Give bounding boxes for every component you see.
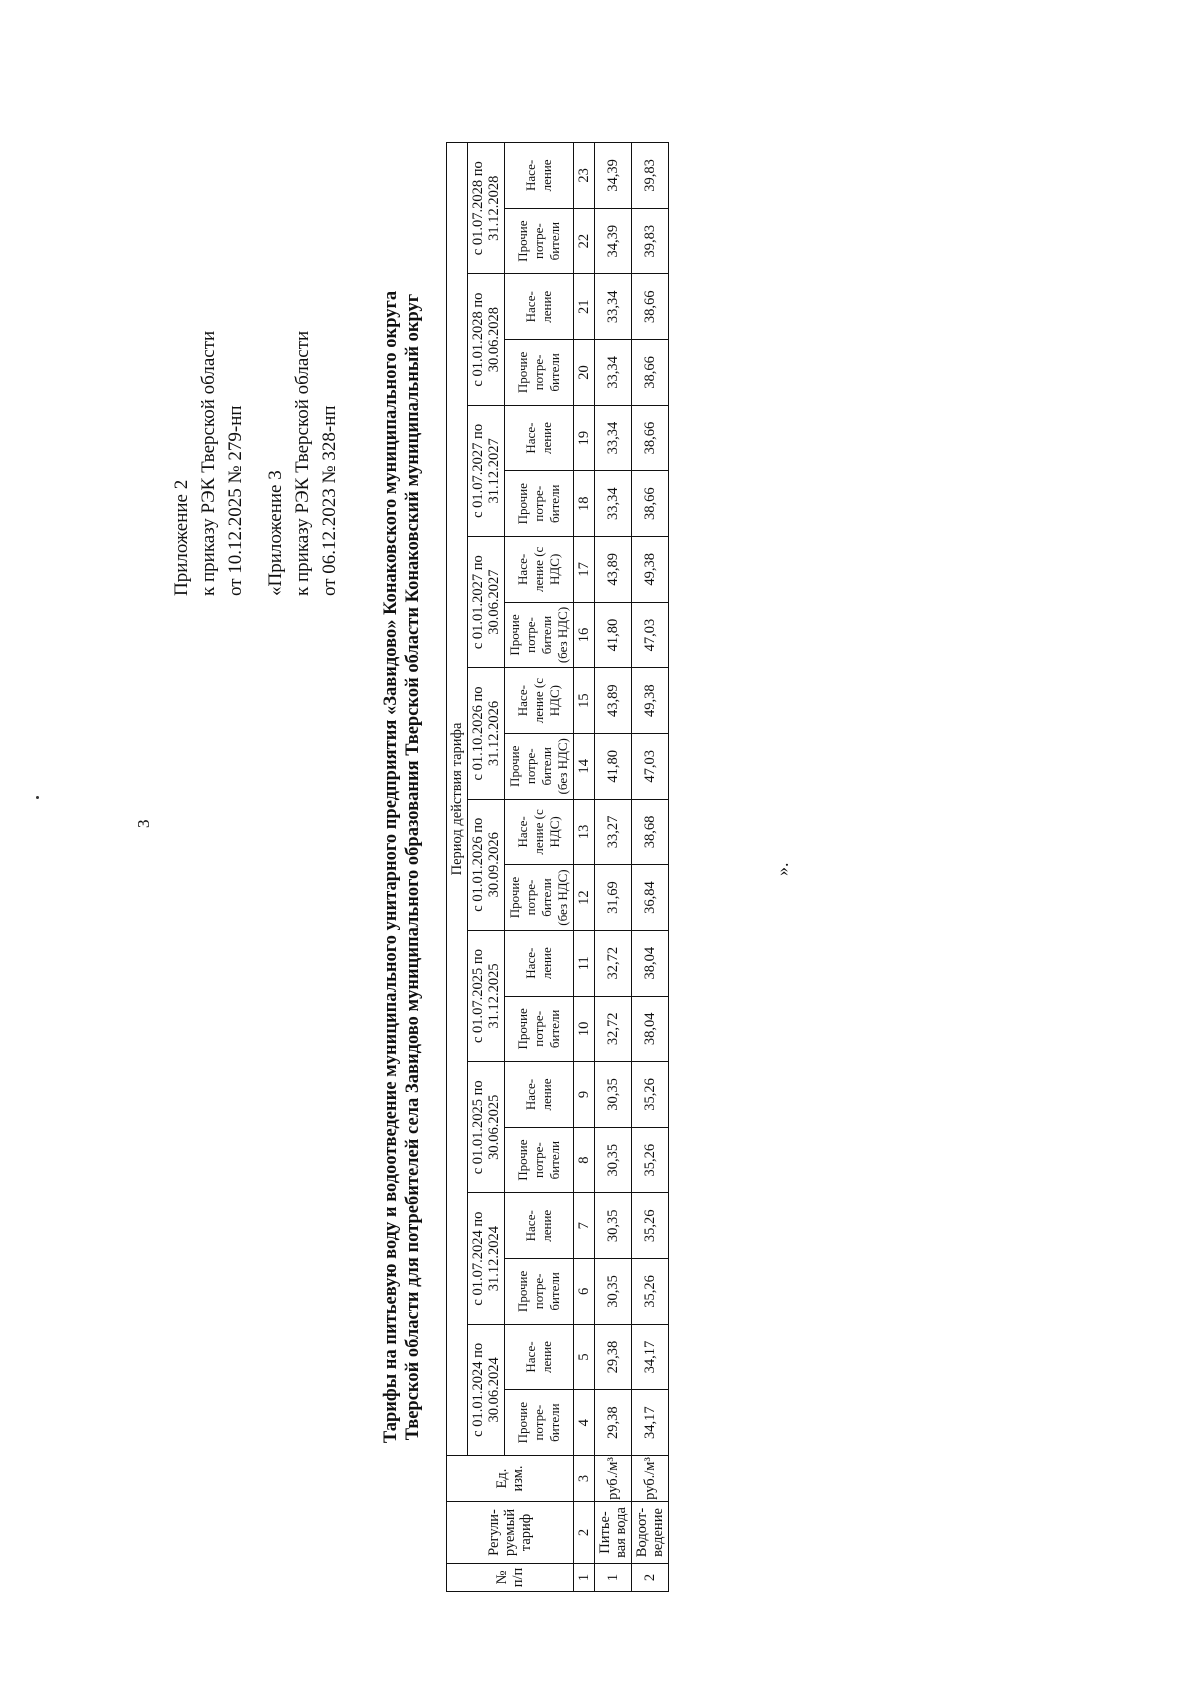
column-number-cell: 21 — [574, 274, 595, 340]
column-number-cell: 1 — [574, 1564, 595, 1592]
scan-speck — [36, 796, 39, 799]
column-number-cell: 4 — [574, 1390, 595, 1456]
consumer-group-cell: Насе- ление — [505, 274, 574, 340]
consumer-group-cell: Прочие потре- бители — [505, 340, 574, 406]
tariff-value-cell: 38,66 — [632, 405, 669, 471]
tariff-value-cell: 43,89 — [595, 537, 632, 603]
appendix-prev-line3: от 06.12.2023 № 328-нп — [319, 405, 340, 596]
tariff-value-cell: 33,34 — [595, 405, 632, 471]
tariff-value-cell: 35,26 — [632, 1259, 669, 1325]
tariff-name-cell: Питье- вая вода — [595, 1502, 632, 1564]
title-line1: Тарифы на питьевую воду и водоотведение муниципального унитарного предприятия «Завидово» Конаковского муниципального округа — [381, 290, 401, 1444]
tariff-value-cell: 32,72 — [595, 930, 632, 996]
column-number-cell: 18 — [574, 471, 595, 537]
row-number-cell: 1 — [595, 1564, 632, 1592]
period-cell: с 01.01.2024 по 30.06.2024 — [468, 1324, 505, 1455]
tariff-value-cell: 33,27 — [595, 799, 632, 865]
tariff-value-cell: 41,80 — [595, 733, 632, 799]
tariff-value-cell: 38,68 — [632, 799, 669, 865]
column-number-cell: 7 — [574, 1193, 595, 1259]
consumer-group-cell: Прочие потре- бители — [505, 1259, 574, 1325]
consumer-group-cell: Прочие потре- бители (без НДС) — [505, 733, 574, 799]
tariff-value-cell: 38,04 — [632, 996, 669, 1062]
period-cell: с 01.01.2028 по 30.06.2028 — [468, 274, 505, 405]
appendix-current-line1: Приложение 2 — [171, 479, 192, 596]
consumer-group-cell: Насе- ление — [505, 1324, 574, 1390]
tariff-value-cell: 30,35 — [595, 1193, 632, 1259]
document-title — [380, 142, 424, 1592]
period-cell: с 01.07.2025 по 31.12.2025 — [468, 930, 505, 1061]
consumer-group-cell: Прочие потре- бители (без НДС) — [505, 602, 574, 668]
tariff-value-cell: 38,66 — [632, 274, 669, 340]
column-number-cell: 2 — [574, 1502, 595, 1564]
consumer-group-cell: Прочие потре- бители — [505, 996, 574, 1062]
period-cell: с 01.07.2027 по 31.12.2027 — [468, 405, 505, 536]
tariff-value-cell: 47,03 — [632, 602, 669, 668]
appendix-current — [168, 331, 249, 596]
consumer-group-cell: Прочие потре- бители — [505, 208, 574, 274]
tariff-value-cell: 34,39 — [595, 208, 632, 274]
consumer-group-cell: Прочие потре- бители — [505, 1127, 574, 1193]
tariff-value-cell: 30,35 — [595, 1127, 632, 1193]
tariff-value-cell: 49,38 — [632, 537, 669, 603]
tariff-table — [446, 142, 669, 1592]
tariff-value-cell: 41,80 — [595, 602, 632, 668]
row-number-cell: 2 — [632, 1564, 669, 1592]
col-unit-header: Ед. изм. — [447, 1456, 574, 1502]
tariff-table-body — [595, 143, 669, 1592]
column-number-cell: 8 — [574, 1127, 595, 1193]
period-cell: с 01.01.2026 по 30.09.2026 — [468, 799, 505, 930]
tariff-value-cell: 39,83 — [632, 208, 669, 274]
column-number-cell: 14 — [574, 733, 595, 799]
tariff-name-cell: Водоот- ведение — [632, 1502, 669, 1564]
tariff-value-cell: 35,26 — [632, 1127, 669, 1193]
appendix-prev-line1: «Приложение 3 — [265, 470, 286, 596]
table-row — [632, 143, 669, 1592]
appendix-prev-line2: к приказу РЭК Тверской области — [292, 330, 313, 596]
tariff-value-cell: 31,69 — [595, 865, 632, 931]
tariff-value-cell: 32,72 — [595, 996, 632, 1062]
tariff-value-cell: 34,39 — [595, 143, 632, 209]
title-line2: Тверской области для потребителей села Завидово муниципального образования Тверской области Конаковский муниципальный округ — [403, 293, 423, 1441]
consumer-group-cell: Насе- ление — [505, 1193, 574, 1259]
column-number-cell: 9 — [574, 1062, 595, 1128]
col-num-header: № п/п — [447, 1564, 574, 1592]
tariff-value-cell: 38,66 — [632, 340, 669, 406]
tariff-value-cell: 38,66 — [632, 471, 669, 537]
column-number-cell: 13 — [574, 799, 595, 865]
tariff-value-cell: 30,35 — [595, 1062, 632, 1128]
column-number-cell: 22 — [574, 208, 595, 274]
tariff-value-cell: 34,17 — [632, 1324, 669, 1390]
unit-cell: руб./м³ — [595, 1456, 632, 1502]
period-cell: с 01.10.2026 по 31.12.2026 — [468, 668, 505, 799]
tariff-value-cell: 47,03 — [632, 733, 669, 799]
tariff-value-cell: 43,89 — [595, 668, 632, 734]
consumer-group-cell: Насе- ление — [505, 405, 574, 471]
unit-cell: руб./м³ — [632, 1456, 669, 1502]
column-number-cell: 11 — [574, 930, 595, 996]
column-number-cell: 5 — [574, 1324, 595, 1390]
period-cell: с 01.01.2025 по 30.06.2025 — [468, 1062, 505, 1193]
consumer-group-cell: Прочие потре- бители (без НДС) — [505, 865, 574, 931]
tariff-value-cell: 38,04 — [632, 930, 669, 996]
appendix-previous — [262, 331, 343, 596]
tariff-value-cell: 49,38 — [632, 668, 669, 734]
tariff-value-cell: 29,38 — [595, 1390, 632, 1456]
tariff-value-cell: 33,34 — [595, 471, 632, 537]
col-tariff-header: Регули- руемый тариф — [447, 1502, 574, 1564]
header-row-consumers — [505, 143, 574, 1592]
tariff-value-cell: 34,17 — [632, 1390, 669, 1456]
closing-quote: ». — [772, 862, 792, 876]
consumer-group-cell: Насе- ление — [505, 1062, 574, 1128]
consumer-group-cell: Насе- ление (с НДС) — [505, 668, 574, 734]
header-row-periods — [468, 143, 505, 1592]
consumer-group-cell: Насе- ление (с НДС) — [505, 799, 574, 865]
column-number-cell: 12 — [574, 865, 595, 931]
period-cell: с 01.07.2028 по 31.12.2028 — [468, 143, 505, 274]
tariff-value-cell: 35,26 — [632, 1062, 669, 1128]
tariff-value-cell: 33,34 — [595, 274, 632, 340]
consumer-group-cell: Насе- ление — [505, 930, 574, 996]
consumer-group-cell: Насе- ление (с НДС) — [505, 537, 574, 603]
period-cell: с 01.01.2027 по 30.06.2027 — [468, 537, 505, 668]
tariff-value-cell: 36,84 — [632, 865, 669, 931]
column-number-cell: 16 — [574, 602, 595, 668]
tariff-value-cell: 35,26 — [632, 1193, 669, 1259]
column-number-cell: 3 — [574, 1456, 595, 1502]
column-number-cell: 19 — [574, 405, 595, 471]
column-number-cell: 10 — [574, 996, 595, 1062]
column-number-cell: 6 — [574, 1259, 595, 1325]
page-number: 3 — [134, 819, 153, 828]
column-number-cell: 15 — [574, 668, 595, 734]
appendix-current-line3: от 10.12.2025 № 279-нп — [225, 405, 246, 596]
column-number-cell: 17 — [574, 537, 595, 603]
consumer-group-cell: Насе- ление — [505, 143, 574, 209]
column-number-cell: 23 — [574, 143, 595, 209]
period-header: Период действия тарифа — [447, 143, 468, 1456]
rotated-table-block — [380, 142, 669, 1592]
consumer-group-cell: Прочие потре- бители — [505, 471, 574, 537]
header-row-period — [447, 143, 468, 1592]
tariff-value-cell: 30,35 — [595, 1259, 632, 1325]
tariff-value-cell: 39,83 — [632, 143, 669, 209]
table-row — [595, 143, 632, 1592]
consumer-group-cell: Прочие потре- бители — [505, 1390, 574, 1456]
tariff-value-cell: 29,38 — [595, 1324, 632, 1390]
tariff-value-cell: 33,34 — [595, 340, 632, 406]
column-number-cell: 20 — [574, 340, 595, 406]
appendix-current-line2: к приказу РЭК Тверской области — [198, 330, 219, 596]
column-number-row — [574, 143, 595, 1592]
period-cell: с 01.07.2024 по 31.12.2024 — [468, 1193, 505, 1324]
